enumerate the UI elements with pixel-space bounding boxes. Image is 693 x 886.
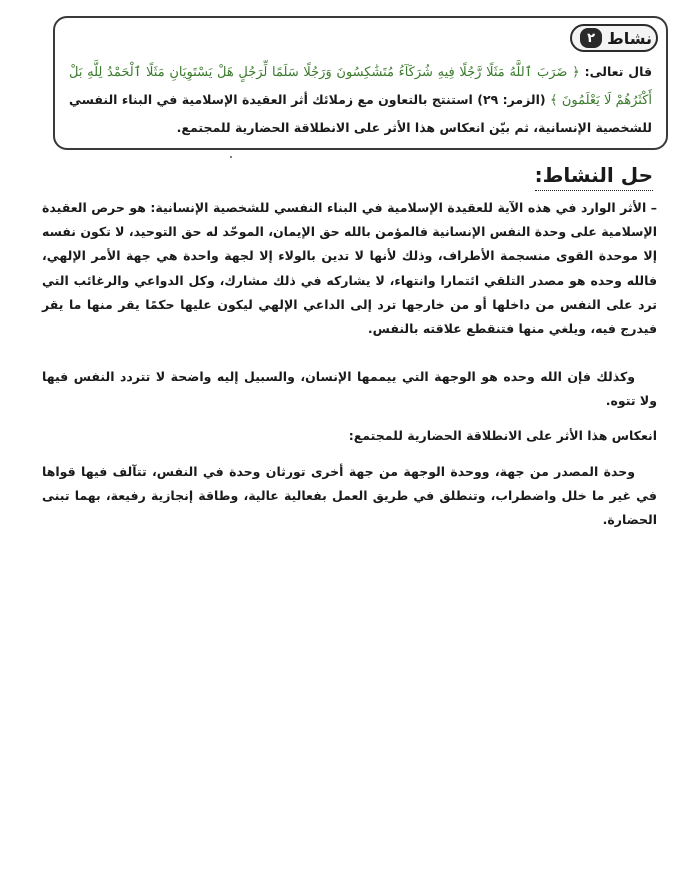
activity-box	[53, 16, 668, 150]
solution-paragraph-2: وكذلك فإن الله وحده هو الوجهة التي ييممها الإنسان، والسبيل إليه واضحة لا تتردد النفس فيها ولا تتوه.	[42, 369, 657, 409]
activity-badge-number: ٢	[580, 28, 602, 48]
activity-badge-label: نشاط	[607, 28, 652, 48]
solution-content	[42, 196, 657, 532]
stray-dot	[230, 156, 232, 158]
verse-reference: (الزمر: ٢٩)	[477, 92, 546, 107]
solution-paragraph-3: وحدة المصدر من جهة، ووحدة الوجهة من جهة أخرى تورثان وحدة في النفس، تتآلف فيها قواها في غير ما خلل واضطراب، وتنطلق في طريق العمل بفعالية عالية، وطاقة إنجازية رفيعة، بهما تبنى الحضارة.	[42, 463, 657, 528]
quran-verse: ﴿ ضَرَبَ ٱللَّهُ مَثَلًا رَّجُلًا فِيهِ شُرَكَآءُ مُتَشَٰكِسُونَ وَرَجُلًا سَلَمًا لِّرَجُلٍ هَلْ يَسْتَوِيَانِ مَثَلًا ٱلْحَمْدُ لِلَّهِ بَلْ أَكْثَرُهُمْ لَا يَعْلَمُونَ ﴾	[69, 65, 653, 108]
solution-paragraph-1: – الأثر الوارد في هذه الآية للعقيدة الإسلامية في البناء النفسي للشخصية الإنسانية: هو حرص العقيدة الإسلامية على وحدة النفس الإنسانية فالمؤمن بالله حق الإيمان، الموحّد له حق التوحيد، لا تكون نفسه إلا موحدة القوى منسجمة الأطراف، وذلك لأنها لا تدين بالولاء إلا لجهة واحدة هي جهة الأمر الإلهي، فالله وحده هو مصدر التلقي ائتمارا وانتهاء، لا يشاركه في ذلك مشارك، وكل الدواعي والرغائب التي ترد على النفس من داخلها أو من خارجها ترد إلى الداعي الإلهي ليكون عليها حكمًا يقر منها ما يقر فيدرج فيه، ويلغي منها فتنقطع علاقته بالنفس.	[42, 200, 657, 337]
activity-intro: قال تعالى:	[584, 64, 653, 79]
solution-subheading: انعكاس هذا الأثر على الانطلاقة الحضارية للمجتمع:	[348, 427, 657, 443]
solution-title: حل النشاط:	[535, 163, 653, 191]
activity-text	[69, 58, 652, 141]
activity-task: استنتج بالتعاون مع زملائك أثر العقيدة الإسلامية في البناء النفسي للشخصية الإنسانية، ثم بيّن انعكاس هذا الأثر على الانطلاقة الحضارية للمجتمع.	[69, 92, 652, 135]
activity-badge	[570, 24, 658, 52]
